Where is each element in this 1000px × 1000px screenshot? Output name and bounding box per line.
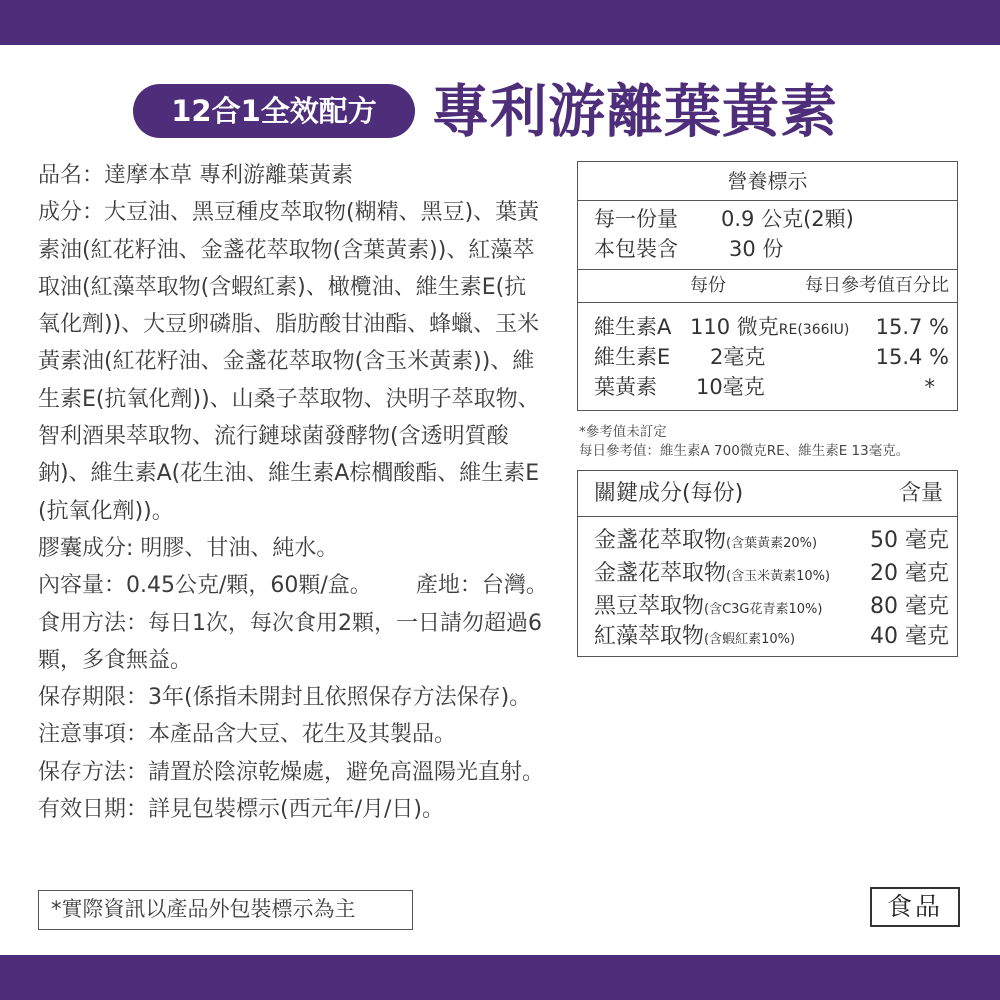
ingredient-amount: 40 毫克: [870, 624, 949, 649]
nutrient-amount: 110 微克RE(366IU): [690, 315, 850, 339]
serving-value: 0.9 公克(2顆): [721, 207, 854, 231]
info-line: 素油(紅花籽油、金盞花萃取物(含葉黃素))、紅藻萃: [38, 237, 535, 263]
ingredient-amount: 20 毫克: [870, 561, 949, 586]
header: [0, 72, 1000, 152]
food-badge: 食品: [870, 887, 960, 927]
info-line: 注意事項：本產品含大豆、花生及其製品。: [38, 722, 457, 748]
nutrient-unit-note: RE(366IU): [778, 322, 850, 338]
info-line: 保存方法：請置於陰涼乾燥處，避免高溫陽光直射。: [38, 759, 545, 785]
ingredient-name: 黑豆萃取物: [594, 594, 705, 619]
nutrient-name: 維生素E: [594, 345, 671, 369]
content-amount: 內容量：0.45公克/顆，60顆/盒。: [38, 573, 372, 599]
info-line: 智利酒果萃取物、流行鏈球菌發酵物(含透明質酸: [38, 424, 509, 450]
top-band: [0, 0, 1000, 45]
reference-note: *參考值未訂定: [579, 424, 667, 440]
amount-header: 含量: [898, 481, 943, 506]
nutrient-amount: 10毫克: [696, 375, 765, 399]
info-line: (抗氧化劑))。: [38, 498, 174, 524]
nutrition-facts-table: [577, 161, 958, 411]
nutrient-daily-value: 15.4 %: [875, 345, 949, 369]
serving-label: 每一份量: [594, 207, 678, 231]
info-line: 取油(紅藻萃取物(含蝦紅素)、橄欖油、維生素E(抗: [38, 274, 527, 300]
nutrient-amount: 2毫克: [710, 345, 766, 369]
info-line: 成分：大豆油、黑豆種皮萃取物(糊精、黑豆)、葉黃: [38, 200, 540, 226]
info-line: 生素E(抗氧化劑))、山桑子萃取物、決明子萃取物、: [38, 386, 540, 412]
ingredient-note: (含蝦紅素10%): [704, 632, 796, 647]
key-ingredients-title: 關鍵成分(每份): [594, 481, 744, 506]
package-value: 30 份: [729, 237, 784, 261]
ingredient-row: [594, 558, 949, 590]
info-line: 食用方法：每日1次，每次食用2顆，一日請勿超過6: [38, 610, 542, 636]
product-info: [38, 157, 568, 828]
ingredient-row: [594, 591, 949, 623]
content-origin-line: [38, 567, 568, 604]
reference-notes: [579, 423, 969, 461]
ingredient-note: (含葉黃素20%): [726, 536, 818, 551]
info-line: 膠囊成分: 明膠、甘油、純水。: [38, 535, 339, 561]
info-line: 黃素油(紅花籽油、金盞花萃取物(含玉米黃素))、維: [38, 349, 535, 375]
info-line: 有效日期：詳見包裝標示(西元年/月/日)。: [38, 797, 444, 823]
ingredient-amount: 80 毫克: [870, 594, 949, 619]
nutrition-title: 營養標示: [578, 162, 957, 201]
nutrient-daily-value: 15.7 %: [875, 315, 949, 339]
info-line: 氧化劑))、大豆卵磷脂、脂肪酸甘油酯、蜂蠟、玉米: [38, 312, 540, 338]
ingredient-name: 紅藻萃取物: [594, 624, 705, 649]
origin: 產地：台灣。: [415, 573, 548, 599]
daily-value-header: 每日參考值百分比: [805, 275, 949, 296]
per-serving-header: 每份: [690, 275, 726, 296]
info-line: 保存期限：3年(係指未開封且依照保存方法保存)。: [38, 685, 532, 711]
ingredient-row: [594, 525, 949, 557]
info-line: 顆，多食無益。: [38, 647, 193, 673]
package-label: 本包裝含: [594, 237, 678, 261]
ingredient-note: (含C3G花青素10%): [704, 602, 823, 617]
formula-badge: 12合1全效配方: [133, 84, 415, 138]
key-ingredients-table: [577, 470, 958, 657]
info-line: 品名：達摩本草 專利游離葉黃素: [38, 163, 353, 188]
nutrition-column-header: [578, 269, 957, 303]
ingredient-name: 金盞花萃取物: [594, 561, 727, 586]
product-headline: 專利游離葉黃素: [432, 79, 838, 145]
reference-note: 每日參考值：維生素A 700微克RE、維生素E 13毫克。: [579, 443, 910, 459]
nutrient-daily-value: *: [924, 375, 935, 399]
ingredient-note: (含玉米黃素10%): [726, 569, 831, 584]
nutrient-name: 葉黃素: [594, 375, 657, 399]
disclaimer-box: *實際資訊以產品外包裝標示為主: [38, 890, 413, 930]
ingredient-row: [594, 621, 949, 653]
nutrient-name: 維生素A: [594, 315, 672, 339]
ingredient-amount: 50 毫克: [870, 528, 949, 553]
bottom-band: [0, 955, 1000, 1000]
key-ingredients-header: [578, 471, 957, 517]
info-line: 鈉)、維生素A(花生油、維生素A棕櫚酸酯、維生素E: [38, 461, 540, 487]
ingredient-name: 金盞花萃取物: [594, 528, 727, 553]
